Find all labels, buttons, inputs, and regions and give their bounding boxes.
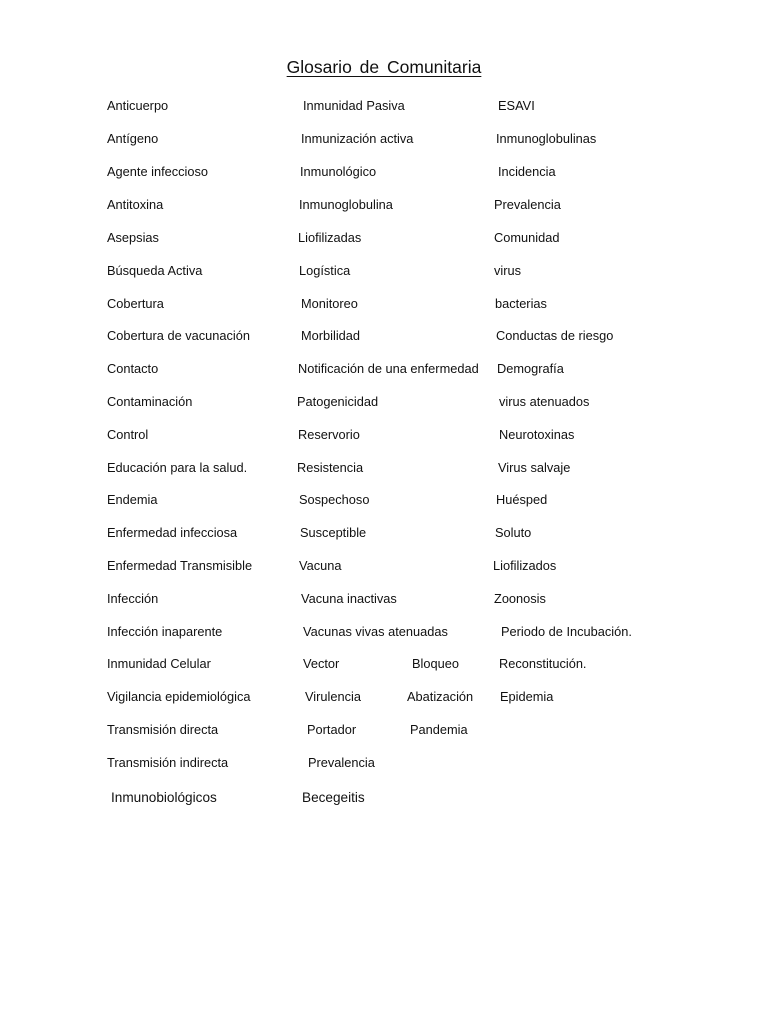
page-title: Glosario de Comunitaria <box>286 57 482 77</box>
term-col1: Agente infeccioso <box>107 164 209 179</box>
term-col1: Educación para la salud. <box>107 460 248 475</box>
term-col2: Vacuna <box>299 558 342 573</box>
term-col3: Virus salvaje <box>498 460 571 475</box>
term-col2: Patogenicidad <box>297 394 379 409</box>
term-col3: Liofilizados <box>493 558 557 573</box>
term-col2: Monitoreo <box>301 296 358 311</box>
term-col3: Demografía <box>497 361 564 376</box>
term-col1: Cobertura de vacunación <box>107 328 250 343</box>
term-col2: Virulencia <box>305 689 361 704</box>
term-col1: Anticuerpo <box>107 98 169 113</box>
term-col1: Vigilancia epidemiológica <box>107 689 251 704</box>
term-col3: Prevalencia <box>494 197 561 212</box>
term-col3: bacterias <box>495 296 547 311</box>
term-col2: Prevalencia <box>308 755 375 770</box>
term-col3: Zoonosis <box>494 591 546 606</box>
term-col1: Inmunobiológicos <box>111 790 217 805</box>
term-col3: Epidemia <box>500 689 554 704</box>
term-col2: Inmunoglobulina <box>299 197 393 212</box>
term-col1: Búsqueda Activa <box>107 263 203 278</box>
term-col1: Enfermedad Transmisible <box>107 558 253 573</box>
term-col1: Control <box>107 427 149 442</box>
term-col2: Resistencia <box>297 460 364 475</box>
term-col2: Vacunas vivas atenuadas <box>303 624 448 639</box>
term-col2b: Pandemia <box>410 722 468 737</box>
term-col3: Comunidad <box>494 230 560 245</box>
term-col2: Becegeitis <box>302 790 365 805</box>
term-col3: Conductas de riesgo <box>496 328 614 343</box>
term-col1: Asepsias <box>107 230 159 245</box>
term-col1: Contaminación <box>107 394 193 409</box>
term-col2: Vector <box>303 656 340 671</box>
term-col3: Neurotoxinas <box>499 427 575 442</box>
term-col1: Infección <box>107 591 159 606</box>
term-col1: Antígeno <box>107 131 159 146</box>
term-col3: Soluto <box>495 525 532 540</box>
term-col3: Incidencia <box>498 164 556 179</box>
term-col2: Logística <box>299 263 351 278</box>
term-col2: Morbilidad <box>301 328 361 343</box>
term-col2: Sospechoso <box>299 492 370 507</box>
term-col1: Antitoxina <box>107 197 164 212</box>
term-col2b: Bloqueo <box>412 656 459 671</box>
term-col2: Inmunización activa <box>301 131 414 146</box>
term-col1: Inmunidad Celular <box>107 656 211 671</box>
term-col1: Transmisión directa <box>107 722 219 737</box>
term-col3: Inmunoglobulinas <box>496 131 597 146</box>
term-col2: Portador <box>307 722 357 737</box>
term-col3: Periodo de Incubación. <box>501 624 632 639</box>
term-col1: Contacto <box>107 361 159 376</box>
term-col2: Liofilizadas <box>298 230 362 245</box>
term-col3: Reconstitución. <box>499 656 587 671</box>
term-col2: Notificación de una enfermedad <box>298 361 479 376</box>
term-col1: Infección inaparente <box>107 624 223 639</box>
term-col2b: Abatización <box>407 689 474 704</box>
term-col1: Transmisión indirecta <box>107 755 229 770</box>
term-col2: Susceptible <box>300 525 367 540</box>
term-col2: Vacuna inactivas <box>301 591 397 606</box>
term-col2: Inmunidad Pasiva <box>303 98 405 113</box>
term-col3: virus atenuados <box>499 394 590 409</box>
term-col1: Enfermedad infecciosa <box>107 525 238 540</box>
term-col2: Inmunológico <box>300 164 377 179</box>
term-col3: Huésped <box>496 492 548 507</box>
term-col1: Endemia <box>107 492 158 507</box>
term-col3: ESAVI <box>498 98 535 113</box>
term-col2: Reservorio <box>298 427 360 442</box>
term-col1: Cobertura <box>107 296 164 311</box>
term-col3: virus <box>494 263 522 278</box>
